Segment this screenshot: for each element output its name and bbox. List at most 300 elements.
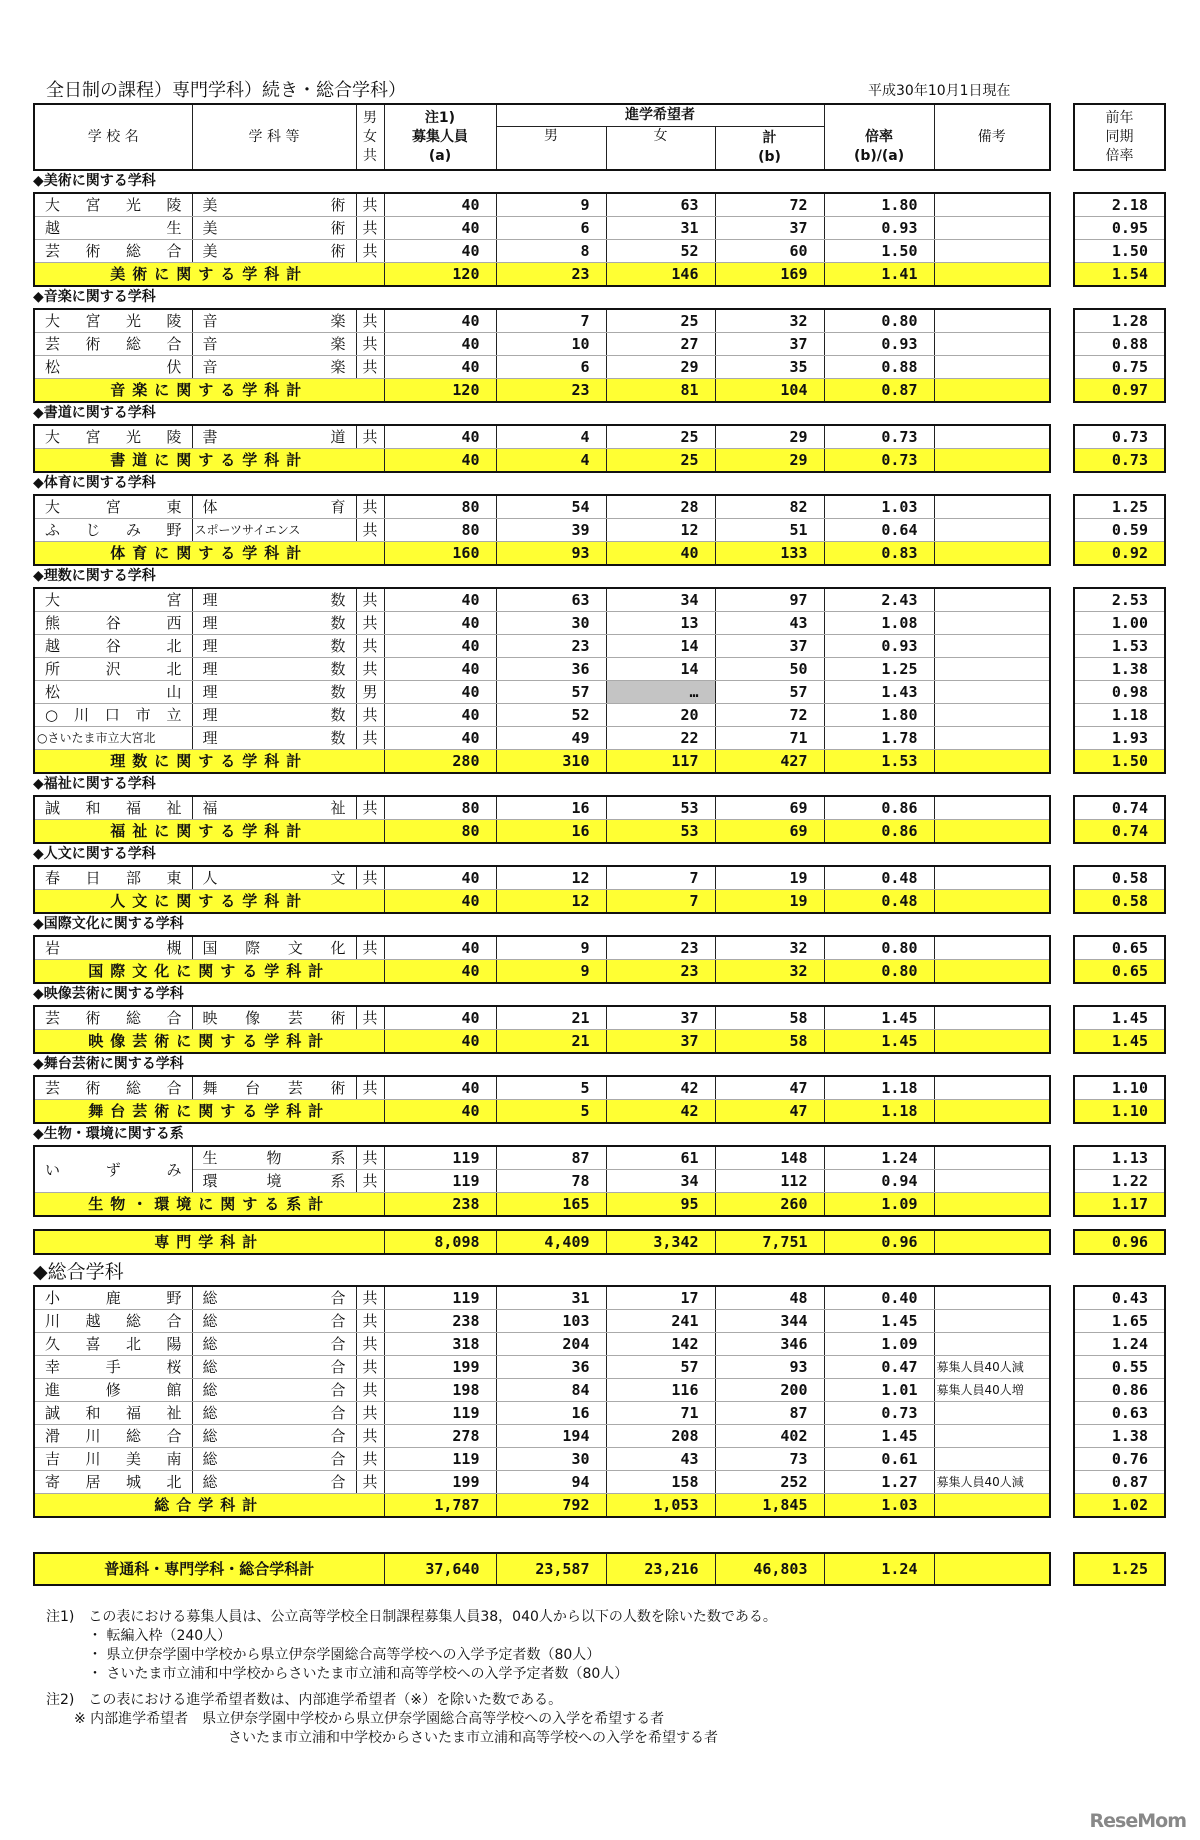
subtotal-label: 体育に関する学科計: [34, 542, 384, 566]
section-label: ◆書道に関する学科: [33, 405, 156, 421]
department: 理数: [192, 658, 356, 681]
total-cell: 37: [715, 635, 824, 658]
subtotal-row: [34, 1494, 1050, 1518]
sex-type: 共: [356, 1471, 384, 1494]
school-name: 吉川美南: [34, 1448, 192, 1471]
prev-row: [1074, 333, 1165, 356]
female-cell: 27: [606, 333, 715, 356]
statistics-table: [33, 103, 1168, 1748]
ratio-cell: 0.61: [824, 1448, 934, 1471]
subtotal-ratio: 0.80: [824, 960, 934, 984]
table-row: [34, 495, 1050, 519]
section-table: [33, 1552, 1051, 1586]
department: 総合: [192, 1286, 356, 1310]
male-cell: 9: [496, 936, 606, 960]
table-row: [34, 1448, 1050, 1471]
section-table: [33, 424, 1051, 473]
female-cell: …: [606, 681, 715, 704]
section-block: [33, 1145, 1168, 1217]
prev-subtotal-cell: 0.65: [1074, 960, 1165, 984]
school-name: 春日部東: [34, 866, 192, 890]
section-table: [33, 1285, 1051, 1518]
prev-ratio-cell: 0.75: [1074, 356, 1165, 379]
female-cell: 34: [606, 588, 715, 612]
subtotal-row: [34, 379, 1050, 403]
subtotal-female: 42: [606, 1100, 715, 1124]
female-cell: 142: [606, 1333, 715, 1356]
table-row: [34, 936, 1050, 960]
ratio-cell: 1.78: [824, 727, 934, 750]
subtotal-ratio: 1.45: [824, 1030, 934, 1054]
total-cell: 402: [715, 1425, 824, 1448]
table-row: [34, 1379, 1050, 1402]
total-cell: 32: [715, 309, 824, 333]
note-cell: [934, 796, 1050, 820]
note-cell: [934, 519, 1050, 542]
subtotal-ratio: 0.73: [824, 449, 934, 473]
school-name: 松伏: [34, 356, 192, 379]
department: 総合: [192, 1448, 356, 1471]
prev-row: [1074, 1379, 1165, 1402]
capacity-cell: 40: [384, 1006, 496, 1030]
subtotal-female: 53: [606, 820, 715, 844]
male-cell: 36: [496, 1356, 606, 1379]
section-table: [33, 192, 1051, 287]
section-label: ◆総合学科: [33, 1261, 124, 1283]
prev-row: [1074, 519, 1165, 542]
table-row: [34, 796, 1050, 820]
subtotal-ratio: 1.24: [824, 1553, 934, 1585]
female-cell: 7: [606, 866, 715, 890]
department: 国際文化: [192, 936, 356, 960]
male-cell: 7: [496, 309, 606, 333]
total-cell: 58: [715, 1006, 824, 1030]
capacity-cell: 40: [384, 936, 496, 960]
total-cell: 82: [715, 495, 824, 519]
ratio-cell: 2.43: [824, 588, 934, 612]
subtotal-label: 映像芸術に関する学科計: [34, 1030, 384, 1054]
table-row: [34, 1286, 1050, 1310]
school-name: 越生: [34, 217, 192, 240]
female-cell: 34: [606, 1170, 715, 1193]
subtotal-note: [934, 1494, 1050, 1518]
prev-row: [1074, 1170, 1165, 1193]
note-cell: [934, 658, 1050, 681]
female-cell: 20: [606, 704, 715, 727]
capacity-cell: 40: [384, 727, 496, 750]
note-cell: [934, 356, 1050, 379]
prev-row: [1074, 866, 1165, 890]
school-name: 幸手桜: [34, 1356, 192, 1379]
prev-row: [1074, 1286, 1165, 1310]
note-cell: [934, 727, 1050, 750]
subtotal-total: 19: [715, 890, 824, 914]
total-cell: 60: [715, 240, 824, 263]
prev-subtotal-row: [1074, 890, 1165, 914]
subtotal-female: 23: [606, 960, 715, 984]
subtotal-female: 25: [606, 449, 715, 473]
table-row: [34, 425, 1050, 449]
department: 環境系: [192, 1170, 356, 1193]
total-cell: 29: [715, 425, 824, 449]
female-cell: 116: [606, 1379, 715, 1402]
female-cell: 52: [606, 240, 715, 263]
sex-type: 共: [356, 1448, 384, 1471]
prev-ratio-table: [1073, 494, 1166, 566]
department: 総合: [192, 1333, 356, 1356]
prev-ratio-cell: 1.93: [1074, 727, 1165, 750]
subtotal-male: 16: [496, 820, 606, 844]
table-row: [34, 1006, 1050, 1030]
prev-ratio-cell: 0.86: [1074, 1379, 1165, 1402]
male-cell: 30: [496, 1448, 606, 1471]
table-row: [34, 1356, 1050, 1379]
prev-subtotal-cell: 0.74: [1074, 820, 1165, 844]
subtotal-total: 47: [715, 1100, 824, 1124]
male-cell: 204: [496, 1333, 606, 1356]
male-cell: 63: [496, 588, 606, 612]
subtotal-male: 23: [496, 263, 606, 287]
prev-ratio-cell: 0.73: [1074, 425, 1165, 449]
department: 理数: [192, 704, 356, 727]
section-label: ◆舞台芸術に関する学科: [33, 1056, 184, 1072]
capacity-cell: 278: [384, 1425, 496, 1448]
prev-ratio-cell: 1.13: [1074, 1146, 1165, 1170]
subtotal-note: [934, 960, 1050, 984]
subtotal-ratio: 1.41: [824, 263, 934, 287]
ratio-cell: 1.50: [824, 240, 934, 263]
subtotal-row: [34, 1553, 1050, 1585]
table-row: [34, 588, 1050, 612]
subtotal-row: [34, 1100, 1050, 1124]
department: 理数: [192, 588, 356, 612]
department: スポーツサイエンス: [192, 519, 356, 542]
prev-row: [1074, 1333, 1165, 1356]
male-cell: 78: [496, 1170, 606, 1193]
subtotal-male: 23,587: [496, 1553, 606, 1585]
section-block: [33, 494, 1168, 566]
footnote-line: さいたま市立浦和中学校からさいたま市立浦和高等学校への入学を希望する者: [46, 1730, 718, 1746]
total-cell: 73: [715, 1448, 824, 1471]
department: 総合: [192, 1471, 356, 1494]
footnotes: [46, 1608, 1168, 1748]
sex-type: 共: [356, 495, 384, 519]
male-cell: 4: [496, 425, 606, 449]
note-cell: [934, 1310, 1050, 1333]
subtotal-row: [34, 750, 1050, 774]
ratio-cell: 1.80: [824, 704, 934, 727]
prev-subtotal-row: [1074, 1553, 1165, 1585]
sex-type: 共: [356, 1286, 384, 1310]
ratio-cell: 0.94: [824, 1170, 934, 1193]
female-cell: 28: [606, 495, 715, 519]
prev-ratio-cell: 0.87: [1074, 1471, 1165, 1494]
prev-subtotal-row: [1074, 820, 1165, 844]
note-cell: [934, 1286, 1050, 1310]
ratio-cell: 1.45: [824, 1310, 934, 1333]
subtotal-capacity: 40: [384, 890, 496, 914]
ratio-cell: 0.93: [824, 333, 934, 356]
subtotal-total: 1,845: [715, 1494, 824, 1518]
subtotal-female: 1,053: [606, 1494, 715, 1518]
subtotal-label: 総合学科計: [34, 1494, 384, 1518]
section-block: [33, 308, 1168, 403]
department: 総合: [192, 1310, 356, 1333]
subtotal-capacity: 40: [384, 960, 496, 984]
department: 総合: [192, 1356, 356, 1379]
section-table: [33, 587, 1051, 774]
note-cell: [934, 1402, 1050, 1425]
capacity-cell: 40: [384, 612, 496, 635]
header-sex: 男 女 共: [356, 104, 384, 170]
subtotal-female: 146: [606, 263, 715, 287]
prev-ratio-table: [1073, 1229, 1166, 1255]
prev-ratio-cell: 0.98: [1074, 681, 1165, 704]
female-cell: 25: [606, 309, 715, 333]
female-cell: 241: [606, 1310, 715, 1333]
capacity-cell: 198: [384, 1379, 496, 1402]
subtotal-male: 9: [496, 960, 606, 984]
prev-ratio-cell: 1.38: [1074, 658, 1165, 681]
sex-type: 共: [356, 1402, 384, 1425]
department: 理数: [192, 727, 356, 750]
subtotal-ratio: 0.83: [824, 542, 934, 566]
male-cell: 52: [496, 704, 606, 727]
school-name: 小鹿野: [34, 1286, 192, 1310]
male-cell: 9: [496, 193, 606, 217]
ratio-cell: 1.01: [824, 1379, 934, 1402]
total-cell: 71: [715, 727, 824, 750]
ratio-cell: 1.80: [824, 193, 934, 217]
total-cell: 87: [715, 1402, 824, 1425]
subtotal-female: 40: [606, 542, 715, 566]
prev-ratio-table: [1073, 587, 1166, 774]
department: 理数: [192, 635, 356, 658]
total-cell: 346: [715, 1333, 824, 1356]
table-row: [34, 658, 1050, 681]
resemom-logo: ReseMom: [1089, 1810, 1186, 1832]
table-row: [34, 1425, 1050, 1448]
prev-ratio-table: [1073, 1075, 1166, 1124]
school-name: 大宮光陵: [34, 425, 192, 449]
subtotal-capacity: 40: [384, 449, 496, 473]
section-block: [33, 587, 1168, 774]
capacity-cell: 40: [384, 240, 496, 263]
subtotal-note: [934, 820, 1050, 844]
subtotal-label: 美術に関する学科計: [34, 263, 384, 287]
department: 福祉: [192, 796, 356, 820]
section-block: [33, 424, 1168, 473]
table-row: [34, 612, 1050, 635]
subtotal-note: [934, 1230, 1050, 1254]
note-cell: [934, 612, 1050, 635]
capacity-cell: 119: [384, 1448, 496, 1471]
prev-row: [1074, 495, 1165, 519]
prev-subtotal-cell: 1.50: [1074, 750, 1165, 774]
prev-subtotal-cell: 0.73: [1074, 449, 1165, 473]
subtotal-note: [934, 1100, 1050, 1124]
ratio-cell: 1.43: [824, 681, 934, 704]
subtotal-ratio: 0.96: [824, 1230, 934, 1254]
section-table: [33, 1145, 1051, 1217]
prev-row: [1074, 309, 1165, 333]
subtotal-total: 46,803: [715, 1553, 824, 1585]
sex-type: 共: [356, 1310, 384, 1333]
prev-subtotal-cell: 1.54: [1074, 263, 1165, 287]
prev-row: [1074, 193, 1165, 217]
male-cell: 6: [496, 356, 606, 379]
department: 音楽: [192, 309, 356, 333]
female-cell: 208: [606, 1425, 715, 1448]
subtotal-note: [934, 1030, 1050, 1054]
subtotal-total: 427: [715, 750, 824, 774]
subtotal-capacity: 37,640: [384, 1553, 496, 1585]
header-dept: 学 科 等: [192, 104, 356, 170]
prev-row: [1074, 681, 1165, 704]
capacity-cell: 80: [384, 796, 496, 820]
subtotal-male: 792: [496, 1494, 606, 1518]
subtotal-male: 310: [496, 750, 606, 774]
subtotal-male: 4,409: [496, 1230, 606, 1254]
section-label: ◆映像芸術に関する学科: [33, 986, 184, 1002]
subtotal-row: [34, 960, 1050, 984]
capacity-cell: 40: [384, 588, 496, 612]
prev-ratio-table: [1073, 192, 1166, 287]
female-cell: 13: [606, 612, 715, 635]
note-cell: [934, 193, 1050, 217]
prev-subtotal-cell: 0.92: [1074, 542, 1165, 566]
male-cell: 194: [496, 1425, 606, 1448]
note-cell: [934, 495, 1050, 519]
capacity-cell: 80: [384, 519, 496, 542]
section-block: [33, 865, 1168, 914]
department: 映像芸術: [192, 1006, 356, 1030]
ratio-cell: 1.45: [824, 1425, 934, 1448]
subtotal-label: 音楽に関する学科計: [34, 379, 384, 403]
section-label: ◆美術に関する学科: [33, 173, 156, 189]
male-cell: 103: [496, 1310, 606, 1333]
note-cell: [934, 704, 1050, 727]
prev-row: [1074, 588, 1165, 612]
prev-row: [1074, 1146, 1165, 1170]
subtotal-male: 21: [496, 1030, 606, 1054]
prev-subtotal-row: [1074, 1030, 1165, 1054]
subtotal-ratio: 1.53: [824, 750, 934, 774]
male-cell: 94: [496, 1471, 606, 1494]
footnote-line: ・ さいたま市立浦和中学校からさいたま市立浦和高等学校への入学予定者数（80人）: [46, 1666, 629, 1682]
prev-ratio-cell: 1.10: [1074, 1076, 1165, 1100]
section-table: [33, 865, 1051, 914]
department: 総合: [192, 1379, 356, 1402]
prev-ratio-cell: 1.22: [1074, 1170, 1165, 1193]
prev-ratio-cell: 1.45: [1074, 1006, 1165, 1030]
capacity-cell: 40: [384, 1076, 496, 1100]
subtotal-note: [934, 750, 1050, 774]
female-cell: 53: [606, 796, 715, 820]
school-name: 大宮光陵: [34, 193, 192, 217]
department: 体育: [192, 495, 356, 519]
prev-ratio-cell: 1.28: [1074, 309, 1165, 333]
total-cell: 252: [715, 1471, 824, 1494]
prev-subtotal-cell: 1.25: [1074, 1553, 1165, 1585]
subtotal-total: 32: [715, 960, 824, 984]
subtotal-label: 普通科・専門学科・総合学科計: [34, 1553, 384, 1585]
total-cell: 344: [715, 1310, 824, 1333]
prev-subtotal-row: [1074, 1494, 1165, 1518]
prev-subtotal-cell: 1.45: [1074, 1030, 1165, 1054]
department: 美術: [192, 240, 356, 263]
school-name: 久喜北陽: [34, 1333, 192, 1356]
subtotal-row: [34, 1193, 1050, 1217]
subtotal-row: [34, 449, 1050, 473]
table-row: [34, 1471, 1050, 1494]
table-row: [34, 866, 1050, 890]
department: 音楽: [192, 356, 356, 379]
female-cell: 37: [606, 1006, 715, 1030]
subtotal-total: 133: [715, 542, 824, 566]
prev-ratio-table: [1073, 865, 1166, 914]
footnote-line: 注2) この表における進学希望者数は、内部進学希望者（※）を除いた数である。: [46, 1692, 563, 1708]
department: 総合: [192, 1425, 356, 1448]
school-name: いずみ: [34, 1146, 192, 1193]
ratio-cell: 1.09: [824, 1333, 934, 1356]
note-cell: [934, 1448, 1050, 1471]
footnote-line: ・ 転編入枠（240人）: [46, 1628, 232, 1644]
subtotal-total: 7,751: [715, 1230, 824, 1254]
prev-ratio-cell: 1.00: [1074, 612, 1165, 635]
prev-ratio-cell: 2.53: [1074, 588, 1165, 612]
department: 美術: [192, 193, 356, 217]
subtotal-capacity: 40: [384, 1030, 496, 1054]
male-cell: 57: [496, 681, 606, 704]
prev-ratio-cell: 1.24: [1074, 1333, 1165, 1356]
section-block: [33, 1229, 1168, 1255]
prev-row: [1074, 240, 1165, 263]
subtotal-female: 81: [606, 379, 715, 403]
school-name: 大宮光陵: [34, 309, 192, 333]
section-block: [33, 1005, 1168, 1054]
total-cell: 148: [715, 1146, 824, 1170]
department: 舞台芸術: [192, 1076, 356, 1100]
prev-row: [1074, 612, 1165, 635]
prev-row: [1074, 936, 1165, 960]
header-ratio: 倍率 (b)/(a): [824, 104, 934, 170]
sex-type: 共: [356, 333, 384, 356]
prev-subtotal-row: [1074, 960, 1165, 984]
school-name: 芸術総合: [34, 333, 192, 356]
school-name: 芸術総合: [34, 1076, 192, 1100]
sex-type: 共: [356, 217, 384, 240]
footnote-line: 注1) この表における募集人員は、公立高等学校全日制課程募集人員38，040人から以下の人数を除いた数である。: [46, 1609, 777, 1625]
capacity-cell: 40: [384, 635, 496, 658]
sex-type: 共: [356, 727, 384, 750]
table-row: [34, 1310, 1050, 1333]
subtotal-label: 国際文化に関する学科計: [34, 960, 384, 984]
subtotal-male: 12: [496, 890, 606, 914]
prev-subtotal-cell: 1.17: [1074, 1193, 1165, 1217]
male-cell: 39: [496, 519, 606, 542]
sex-type: 共: [356, 356, 384, 379]
female-cell: 57: [606, 1356, 715, 1379]
ratio-cell: 0.80: [824, 936, 934, 960]
male-cell: 6: [496, 217, 606, 240]
ratio-cell: 1.18: [824, 1076, 934, 1100]
prev-ratio-table: [1073, 935, 1166, 984]
female-cell: 31: [606, 217, 715, 240]
school-name: 越谷北: [34, 635, 192, 658]
section-block: [33, 795, 1168, 844]
prev-subtotal-cell: 0.58: [1074, 890, 1165, 914]
